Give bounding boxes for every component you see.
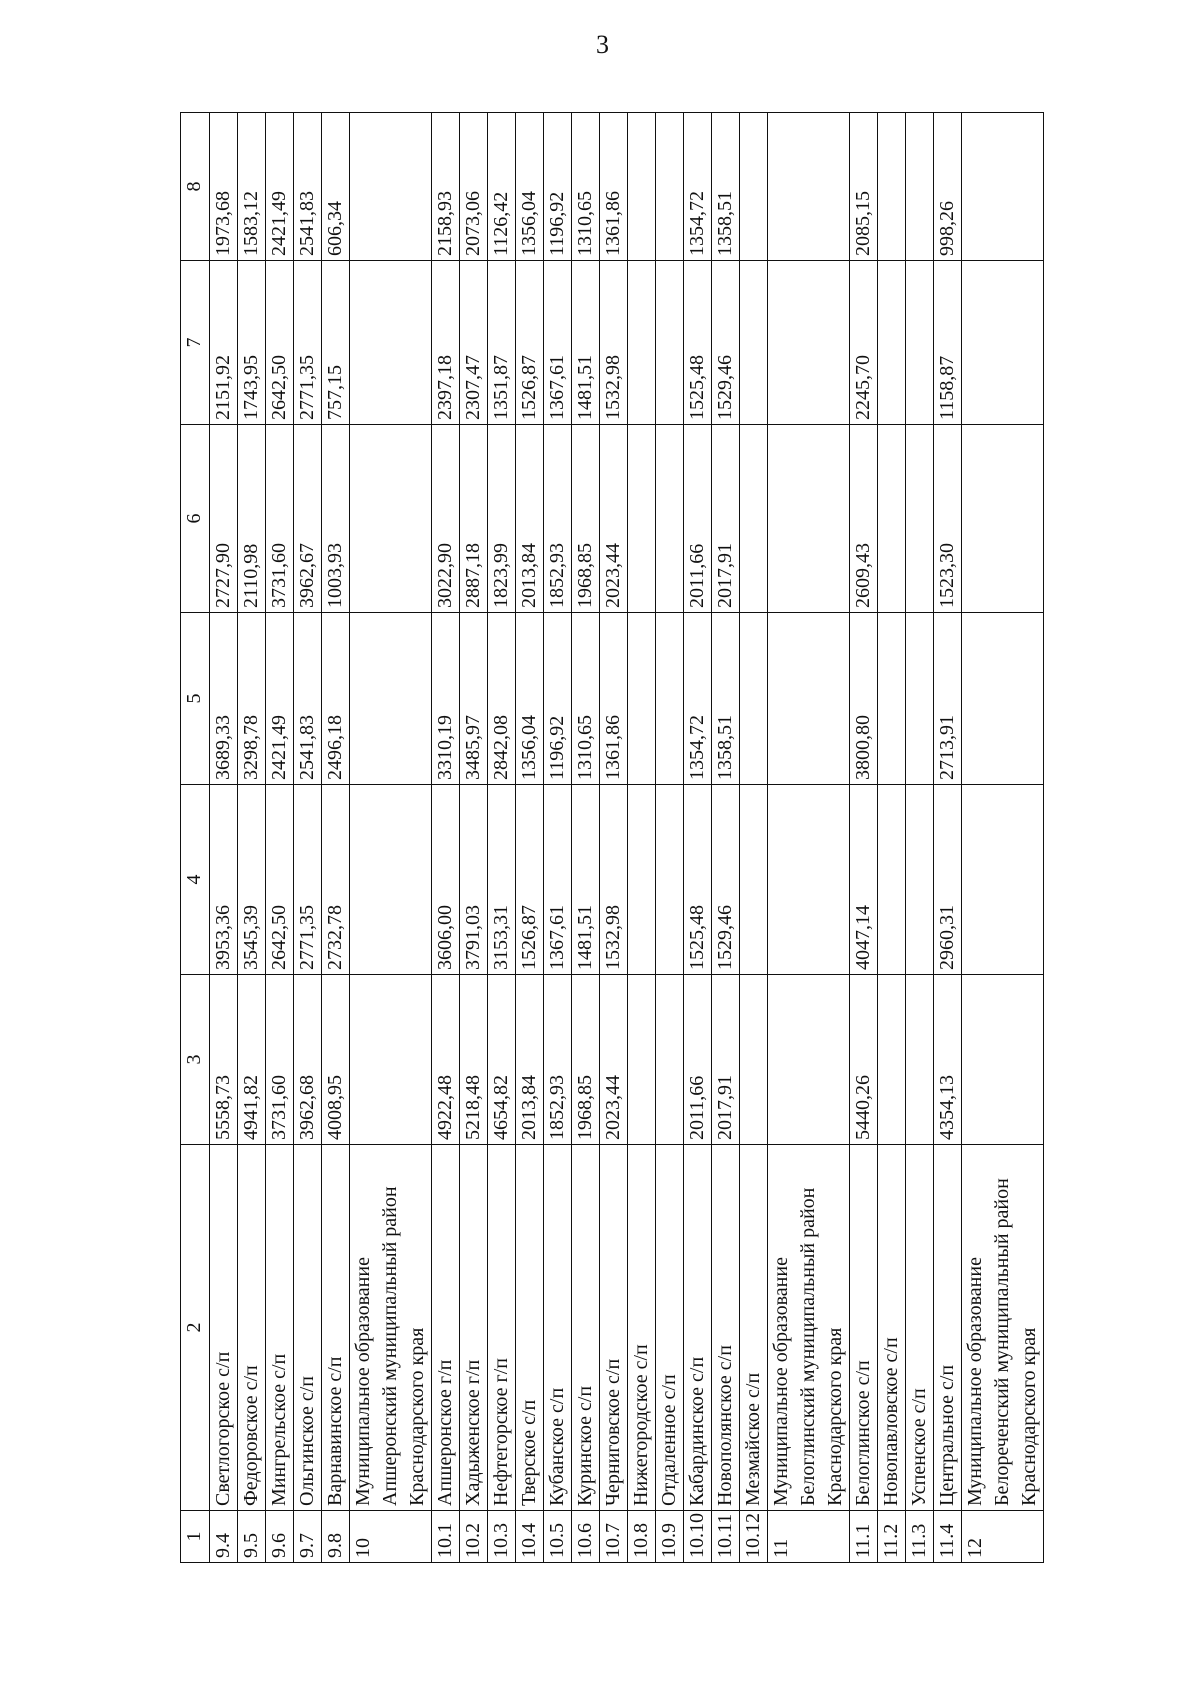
value-cell: 1532,98 — [600, 261, 628, 425]
row-number-cell: 10 — [350, 1511, 432, 1563]
column-header: 6 — [181, 425, 210, 613]
value-cell: 3962,68 — [294, 975, 322, 1145]
value-cell — [768, 113, 850, 261]
table-row — [628, 113, 656, 1563]
value-cell — [740, 975, 768, 1145]
value-cell: 1526,87 — [516, 785, 544, 975]
value-cell: 2732,78 — [322, 785, 350, 975]
value-cell: 1310,65 — [572, 613, 600, 785]
header-row — [181, 113, 210, 1563]
value-cell: 1126,42 — [488, 113, 516, 261]
column-header: 5 — [181, 613, 210, 785]
row-number-cell: 11.4 — [934, 1511, 962, 1563]
table-row — [322, 113, 350, 1563]
table-row — [516, 113, 544, 1563]
value-cell — [878, 425, 906, 613]
municipality-cell: Центральное с/п — [934, 1145, 962, 1511]
municipality-cell: Хадыженское г/п — [460, 1145, 488, 1511]
municipality-cell: Муниципальное образование Белореченский муниципальный район Краснодарского края — [962, 1145, 1044, 1511]
value-cell: 2245,70 — [850, 261, 878, 425]
column-header: 4 — [181, 785, 210, 975]
value-cell: 1525,48 — [684, 785, 712, 975]
value-cell: 2496,18 — [322, 613, 350, 785]
value-cell: 3153,31 — [488, 785, 516, 975]
column-header: 2 — [181, 1145, 210, 1511]
value-cell — [768, 975, 850, 1145]
value-cell — [740, 613, 768, 785]
value-cell — [906, 975, 934, 1145]
value-cell — [740, 261, 768, 425]
value-cell — [906, 613, 934, 785]
value-cell — [740, 425, 768, 613]
row-number-cell: 10.7 — [600, 1511, 628, 1563]
row-number-cell: 11.1 — [850, 1511, 878, 1563]
value-cell — [628, 113, 656, 261]
row-number-cell: 10.6 — [572, 1511, 600, 1563]
value-cell: 4941,82 — [238, 975, 266, 1145]
value-cell — [962, 975, 1044, 1145]
value-cell — [962, 261, 1044, 425]
value-cell — [350, 425, 432, 613]
value-cell — [906, 785, 934, 975]
row-number-cell: 10.1 — [432, 1511, 460, 1563]
value-cell: 5218,48 — [460, 975, 488, 1145]
value-cell: 3800,80 — [850, 613, 878, 785]
municipality-cell: Куринское с/п — [572, 1145, 600, 1511]
table-row — [934, 113, 962, 1563]
value-cell: 2110,98 — [238, 425, 266, 613]
municipality-cell: Кубанское с/п — [544, 1145, 572, 1511]
value-cell: 2727,90 — [210, 425, 238, 613]
value-cell: 2158,93 — [432, 113, 460, 261]
value-cell: 1968,85 — [572, 425, 600, 613]
value-cell: 5558,73 — [210, 975, 238, 1145]
value-cell — [962, 113, 1044, 261]
municipality-cell: Новопавловское с/п — [878, 1145, 906, 1511]
value-cell — [768, 785, 850, 975]
table-row — [712, 113, 740, 1563]
row-number-cell: 12 — [962, 1511, 1044, 1563]
municipality-cell: Мезмайское с/п — [740, 1145, 768, 1511]
value-cell: 1356,04 — [516, 613, 544, 785]
value-cell: 1196,92 — [544, 613, 572, 785]
value-cell: 2085,15 — [850, 113, 878, 261]
value-cell — [656, 785, 684, 975]
table-row — [488, 113, 516, 1563]
value-cell: 1525,48 — [684, 261, 712, 425]
value-cell — [628, 975, 656, 1145]
table-row — [294, 113, 322, 1563]
value-cell: 2642,50 — [266, 261, 294, 425]
value-cell — [740, 113, 768, 261]
municipality-cell: Нефтегорское г/п — [488, 1145, 516, 1511]
value-cell: 1356,04 — [516, 113, 544, 261]
value-cell: 2541,83 — [294, 113, 322, 261]
row-number-cell: 9.7 — [294, 1511, 322, 1563]
value-cell: 3731,60 — [266, 425, 294, 613]
value-cell: 1481,51 — [572, 261, 600, 425]
row-number-cell: 11.3 — [906, 1511, 934, 1563]
value-cell: 1968,85 — [572, 975, 600, 1145]
value-cell — [906, 261, 934, 425]
table-row — [684, 113, 712, 1563]
table-row — [238, 113, 266, 1563]
value-cell: 3962,67 — [294, 425, 322, 613]
value-cell: 1196,92 — [544, 113, 572, 261]
value-cell: 2887,18 — [460, 425, 488, 613]
row-number-cell: 9.5 — [238, 1511, 266, 1563]
table-row — [350, 113, 432, 1563]
municipality-cell: Светлогорское с/п — [210, 1145, 238, 1511]
value-cell — [628, 261, 656, 425]
table-row — [266, 113, 294, 1563]
municipality-cell: Белоглинское с/п — [850, 1145, 878, 1511]
value-cell: 1523,30 — [934, 425, 962, 613]
page-number: 3 — [596, 30, 609, 59]
value-cell: 1973,68 — [210, 113, 238, 261]
municipality-cell: Кабардинское с/п — [684, 1145, 712, 1511]
value-cell: 1003,93 — [322, 425, 350, 613]
value-cell: 2013,84 — [516, 975, 544, 1145]
value-cell — [656, 261, 684, 425]
value-cell: 2842,08 — [488, 613, 516, 785]
table-row — [740, 113, 768, 1563]
data-table — [180, 112, 1044, 1563]
value-cell: 1358,51 — [712, 113, 740, 261]
value-cell: 2073,06 — [460, 113, 488, 261]
table-row — [850, 113, 878, 1563]
table-row — [544, 113, 572, 1563]
value-cell: 2960,31 — [934, 785, 962, 975]
value-cell: 1852,93 — [544, 975, 572, 1145]
value-cell — [768, 613, 850, 785]
value-cell — [962, 613, 1044, 785]
value-cell: 3953,36 — [210, 785, 238, 975]
value-cell: 1158,87 — [934, 261, 962, 425]
municipality-cell: Апшеронское г/п — [432, 1145, 460, 1511]
value-cell: 2541,83 — [294, 613, 322, 785]
value-cell: 4008,95 — [322, 975, 350, 1145]
value-cell: 2771,35 — [294, 261, 322, 425]
value-cell: 1852,93 — [544, 425, 572, 613]
value-cell: 2011,66 — [684, 425, 712, 613]
value-cell: 1367,61 — [544, 785, 572, 975]
value-cell: 2642,50 — [266, 785, 294, 975]
municipality-cell: Новополянское с/п — [712, 1145, 740, 1511]
value-cell: 998,26 — [934, 113, 962, 261]
table-row — [768, 113, 850, 1563]
table-row — [432, 113, 460, 1563]
row-number-cell: 11.2 — [878, 1511, 906, 1563]
value-cell: 5440,26 — [850, 975, 878, 1145]
row-number-cell: 10.5 — [544, 1511, 572, 1563]
row-number-cell: 10.9 — [656, 1511, 684, 1563]
value-cell — [350, 785, 432, 975]
value-cell: 1358,51 — [712, 613, 740, 785]
row-number-cell: 9.8 — [322, 1511, 350, 1563]
row-number-cell: 9.6 — [266, 1511, 294, 1563]
value-cell — [768, 261, 850, 425]
value-cell: 4922,48 — [432, 975, 460, 1145]
row-number-cell: 10.2 — [460, 1511, 488, 1563]
municipality-cell: Черниговское с/п — [600, 1145, 628, 1511]
value-cell — [962, 425, 1044, 613]
value-cell: 2023,44 — [600, 425, 628, 613]
value-cell: 3310,19 — [432, 613, 460, 785]
value-cell: 1743,95 — [238, 261, 266, 425]
value-cell: 3485,97 — [460, 613, 488, 785]
value-cell: 1583,12 — [238, 113, 266, 261]
table-row — [600, 113, 628, 1563]
value-cell — [962, 785, 1044, 975]
value-cell — [740, 785, 768, 975]
value-cell — [878, 261, 906, 425]
value-cell — [350, 261, 432, 425]
value-cell: 4354,13 — [934, 975, 962, 1145]
value-cell: 1529,46 — [712, 785, 740, 975]
row-number-cell: 9.4 — [210, 1511, 238, 1563]
value-cell: 3791,03 — [460, 785, 488, 975]
value-cell: 2023,44 — [600, 975, 628, 1145]
row-number-cell: 10.8 — [628, 1511, 656, 1563]
value-cell: 1529,46 — [712, 261, 740, 425]
value-cell — [628, 425, 656, 613]
value-cell — [628, 785, 656, 975]
rotated-table-sheet — [180, 113, 1105, 1563]
value-cell: 2017,91 — [712, 425, 740, 613]
value-cell: 3022,90 — [432, 425, 460, 613]
table-row — [656, 113, 684, 1563]
table-row — [906, 113, 934, 1563]
municipality-cell: Мингрельское с/п — [266, 1145, 294, 1511]
value-cell: 1361,86 — [600, 613, 628, 785]
value-cell — [656, 113, 684, 261]
value-cell — [878, 113, 906, 261]
value-cell — [628, 613, 656, 785]
value-cell: 1351,87 — [488, 261, 516, 425]
municipality-cell: Успенское с/п — [906, 1145, 934, 1511]
value-cell: 2151,92 — [210, 261, 238, 425]
row-number-cell: 10.4 — [516, 1511, 544, 1563]
column-header: 3 — [181, 975, 210, 1145]
municipality-cell: Ольгинское с/п — [294, 1145, 322, 1511]
municipality-cell: Отдаленное с/п — [656, 1145, 684, 1511]
column-header: 8 — [181, 113, 210, 261]
value-cell — [656, 613, 684, 785]
municipality-cell: Нижегородское с/п — [628, 1145, 656, 1511]
row-number-cell: 10.12 — [740, 1511, 768, 1563]
municipality-cell: Муниципальное образование Белоглинский муниципальный район Краснодарского края — [768, 1145, 850, 1511]
value-cell: 2771,35 — [294, 785, 322, 975]
table-row — [878, 113, 906, 1563]
value-cell: 757,15 — [322, 261, 350, 425]
value-cell: 1532,98 — [600, 785, 628, 975]
value-cell — [656, 975, 684, 1145]
value-cell: 2397,18 — [432, 261, 460, 425]
column-header: 7 — [181, 261, 210, 425]
value-cell — [656, 425, 684, 613]
value-cell: 606,34 — [322, 113, 350, 261]
value-cell: 2013,84 — [516, 425, 544, 613]
municipality-cell: Федоровское с/п — [238, 1145, 266, 1511]
table-row — [210, 113, 238, 1563]
table-row — [460, 113, 488, 1563]
value-cell: 3689,33 — [210, 613, 238, 785]
value-cell: 1367,61 — [544, 261, 572, 425]
row-number-cell: 10.3 — [488, 1511, 516, 1563]
value-cell — [878, 613, 906, 785]
value-cell: 3298,78 — [238, 613, 266, 785]
value-cell: 2011,66 — [684, 975, 712, 1145]
row-number-cell: 11 — [768, 1511, 850, 1563]
municipality-cell: Варнавинское с/п — [322, 1145, 350, 1511]
value-cell: 2421,49 — [266, 613, 294, 785]
value-cell — [906, 425, 934, 613]
value-cell: 1526,87 — [516, 261, 544, 425]
value-cell: 1481,51 — [572, 785, 600, 975]
value-cell — [350, 975, 432, 1145]
value-cell: 4047,14 — [850, 785, 878, 975]
value-cell: 1361,86 — [600, 113, 628, 261]
municipality-cell: Муниципальное образование Апшеронский муниципальный район Краснодарского края — [350, 1145, 432, 1511]
table-row — [962, 113, 1044, 1563]
value-cell — [906, 113, 934, 261]
value-cell — [878, 785, 906, 975]
row-number-cell: 10.10 — [684, 1511, 712, 1563]
table-row — [572, 113, 600, 1563]
value-cell: 2713,91 — [934, 613, 962, 785]
value-cell — [350, 113, 432, 261]
municipality-cell: Тверское с/п — [516, 1145, 544, 1511]
row-number-cell: 10.11 — [712, 1511, 740, 1563]
value-cell — [878, 975, 906, 1145]
value-cell: 3606,00 — [432, 785, 460, 975]
value-cell: 2307,47 — [460, 261, 488, 425]
value-cell: 1310,65 — [572, 113, 600, 261]
value-cell: 2421,49 — [266, 113, 294, 261]
value-cell: 1354,72 — [684, 613, 712, 785]
column-header: 1 — [181, 1511, 210, 1563]
value-cell: 1354,72 — [684, 113, 712, 261]
value-cell — [768, 425, 850, 613]
value-cell: 3731,60 — [266, 975, 294, 1145]
value-cell: 2609,43 — [850, 425, 878, 613]
value-cell — [350, 613, 432, 785]
value-cell: 1823,99 — [488, 425, 516, 613]
value-cell: 3545,39 — [238, 785, 266, 975]
value-cell: 4654,82 — [488, 975, 516, 1145]
value-cell: 2017,91 — [712, 975, 740, 1145]
